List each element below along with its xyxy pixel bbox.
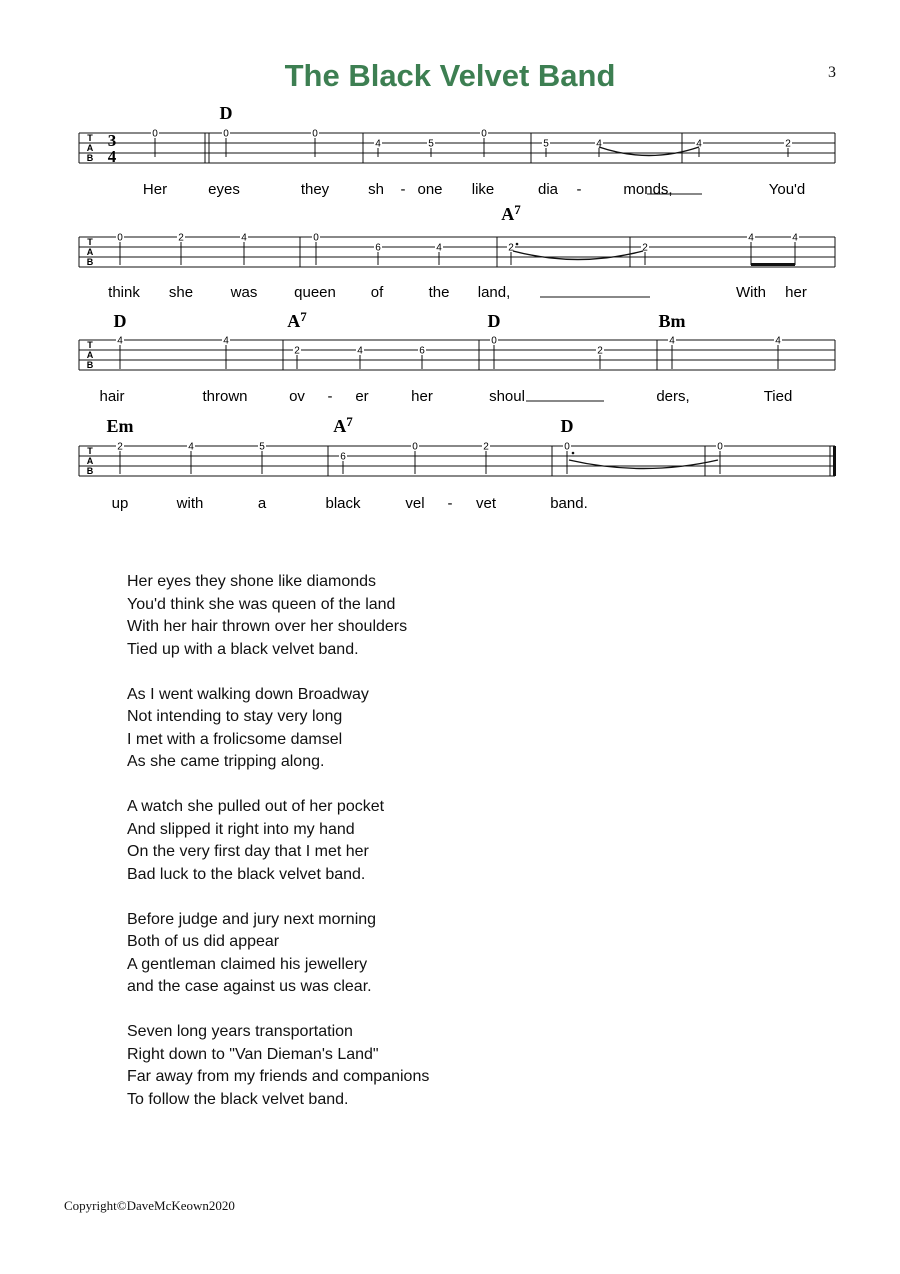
fret-number: 4 — [117, 335, 123, 347]
lyric-syllable: Her — [142, 181, 168, 198]
fret-number: 4 — [596, 138, 602, 150]
lyric-syllable: ders, — [656, 388, 690, 405]
chord-symbol: D — [219, 103, 233, 123]
fret-number: 0 — [223, 128, 229, 140]
lyric-syllable: vel — [405, 495, 425, 512]
fret-number: 5 — [543, 138, 549, 150]
verse-line: As I went walking down Broadway — [127, 685, 369, 703]
verse-line: and the case against us was clear. — [127, 978, 372, 995]
dot-marker — [516, 243, 519, 246]
tab-clef-a: A — [86, 456, 94, 466]
tie-arc — [513, 251, 643, 260]
verse-line: Both of us did appear — [127, 933, 280, 950]
lyric-syllable: her — [785, 284, 807, 301]
fret-number: 2 — [294, 345, 300, 357]
lyric-syllable: shoul — [489, 388, 525, 405]
lyric-syllable: With — [736, 284, 766, 301]
verse-line: A watch she pulled out of her pocket — [127, 798, 385, 815]
lyric-syllable: like — [471, 181, 495, 198]
lyric-syllable: ov — [289, 388, 305, 405]
lyric-syllable: her — [411, 388, 433, 405]
lyric-syllable: a — [257, 495, 267, 512]
tablature — [0, 0, 900, 530]
verse-line: To follow the black velvet band. — [127, 1090, 349, 1108]
fret-number: 2 — [642, 242, 648, 254]
fret-number: 2 — [483, 441, 489, 453]
lyric-syllable: of — [370, 284, 384, 301]
fret-number: 0 — [312, 128, 318, 140]
chord-symbol: $A^7$ — [501, 202, 521, 224]
fret-number: 6 — [340, 451, 346, 463]
fret-number: 4 — [775, 335, 781, 347]
fret-number: 6 — [419, 345, 425, 357]
lyric-syllable: one — [417, 181, 443, 198]
tab-clef-t: T — [87, 133, 93, 143]
verse-line: Seven long years transportation — [127, 1023, 353, 1040]
fret-number: 2 — [785, 138, 791, 150]
song-title: The Black Velvet Band — [284, 58, 616, 93]
chord-symbol: D — [560, 416, 574, 436]
lyric-syllable: thrown — [202, 388, 248, 405]
lyric-syllable: hair — [99, 388, 125, 405]
fret-number: 5 — [259, 441, 265, 453]
verse-stanza — [127, 684, 429, 774]
tab-clef-t: T — [87, 446, 93, 456]
lyric-syllable: Tied — [763, 388, 793, 405]
fret-number: 4 — [792, 232, 798, 244]
lyric-syllable: queen — [294, 284, 336, 301]
lyric-syllable: land, — [477, 284, 511, 301]
chord-symbol: D — [113, 311, 127, 331]
time-signature-top: 3 — [107, 131, 117, 150]
lyric-syllable: black — [325, 495, 361, 512]
fret-number: 0 — [564, 441, 570, 453]
verse-line: And slipped it right into my hand — [127, 820, 355, 838]
verse-stanza — [127, 909, 429, 999]
fret-number: 0 — [117, 232, 123, 244]
fret-number: 0 — [152, 128, 158, 140]
lyric-syllable: er — [355, 388, 369, 405]
tab-clef-t: T — [87, 340, 93, 350]
fret-number: 4 — [188, 441, 194, 453]
verse-line: As she came tripping along. — [127, 753, 325, 770]
lyric-syllable: she — [168, 284, 194, 301]
tab-clef-a: A — [86, 143, 94, 153]
chord-symbol: $A^7$ — [333, 414, 353, 436]
verse-line: Far away from my friends and companions — [127, 1068, 430, 1085]
verse-line: I met with a frolicsome damsel — [127, 730, 343, 748]
fret-number: 2 — [597, 345, 603, 357]
lyric-syllable: vet — [475, 495, 497, 512]
lyric-syllable: think — [108, 284, 140, 301]
tab-clef-b: B — [86, 153, 94, 163]
verse-line: Before judge and jury next morning — [127, 910, 377, 928]
fret-number: 4 — [436, 242, 442, 254]
lyric-syllable: with — [176, 495, 204, 512]
lyric-syllable: - — [447, 495, 453, 512]
verse-line: Not intending to stay very long — [127, 708, 343, 725]
dot-marker — [572, 452, 575, 455]
note-beam — [751, 263, 795, 266]
chord-symbol: Em — [106, 416, 134, 436]
tab-clef-b: B — [86, 466, 94, 476]
tab-clef-b: B — [86, 257, 94, 267]
verse-line: Right down to "Van Dieman's Land" — [127, 1045, 379, 1063]
lyric-syllable: monds, — [623, 181, 673, 198]
verse-line: Tied up with a black velvet band. — [127, 640, 359, 658]
fret-number: 0 — [481, 128, 487, 140]
verse-line: Bad luck to the black velvet band. — [127, 865, 366, 883]
lyric-syllable: sh — [368, 181, 384, 198]
tie-arc — [569, 460, 718, 469]
tab-clef-a: A — [86, 350, 94, 360]
verse-stanza — [127, 796, 429, 886]
lyric-syllable: was — [230, 284, 258, 301]
fret-number: 5 — [428, 138, 434, 150]
lyric-syllable: up — [111, 495, 129, 512]
lyric-syllable: - — [576, 181, 582, 198]
fret-number: 4 — [669, 335, 675, 347]
lyric-syllable: band. — [550, 495, 588, 512]
copyright-notice: Copyright©DaveMcKeown2020 — [64, 1198, 235, 1213]
fret-number: 2 — [508, 242, 514, 254]
fret-number: 2 — [178, 232, 184, 244]
lyric-syllable: - — [400, 181, 406, 198]
verse-line: With her hair thrown over her shoulders — [127, 618, 408, 635]
tab-clef-a: A — [86, 247, 94, 257]
fret-number: 6 — [375, 242, 381, 254]
final-barline-thick — [833, 446, 836, 476]
fret-number: 4 — [748, 232, 754, 244]
fret-number: 0 — [313, 232, 319, 244]
verse-line: On the very first day that I met her — [127, 843, 369, 860]
verse-line: A gentleman claimed his jewellery — [127, 955, 368, 973]
tab-clef-t: T — [87, 237, 93, 247]
lyric-syllable: dia — [537, 181, 559, 198]
lyric-syllable: they — [300, 181, 330, 198]
lyric-syllable: - — [327, 388, 333, 405]
fret-number: 4 — [223, 335, 229, 347]
fret-number: 4 — [375, 138, 381, 150]
fret-number: 4 — [357, 345, 363, 357]
fret-number: 4 — [241, 232, 247, 244]
verse-line: You'd think she was queen of the land — [127, 595, 396, 613]
fret-number: 4 — [696, 138, 702, 150]
tie-arc — [599, 147, 699, 156]
verse-stanza — [127, 1021, 429, 1111]
chord-symbol: D — [487, 311, 501, 331]
verse-stanza — [127, 571, 429, 661]
verse-line: Her eyes they shone like diamonds — [127, 573, 377, 590]
lyric-syllable: eyes — [208, 181, 240, 198]
fret-number: 0 — [717, 441, 723, 453]
lyric-syllable: the — [428, 284, 450, 301]
chord-symbol: $A^7$ — [287, 309, 307, 331]
lyrics-verses — [127, 571, 429, 1134]
lyric-syllable: You'd — [768, 181, 806, 198]
tab-clef-b: B — [86, 360, 94, 370]
time-signature-bottom: 4 — [107, 147, 117, 166]
chord-symbol: Bm — [658, 311, 686, 331]
page-number: 3 — [828, 64, 836, 81]
fret-number: 2 — [117, 441, 123, 453]
fret-number: 0 — [412, 441, 418, 453]
fret-number: 0 — [491, 335, 497, 347]
